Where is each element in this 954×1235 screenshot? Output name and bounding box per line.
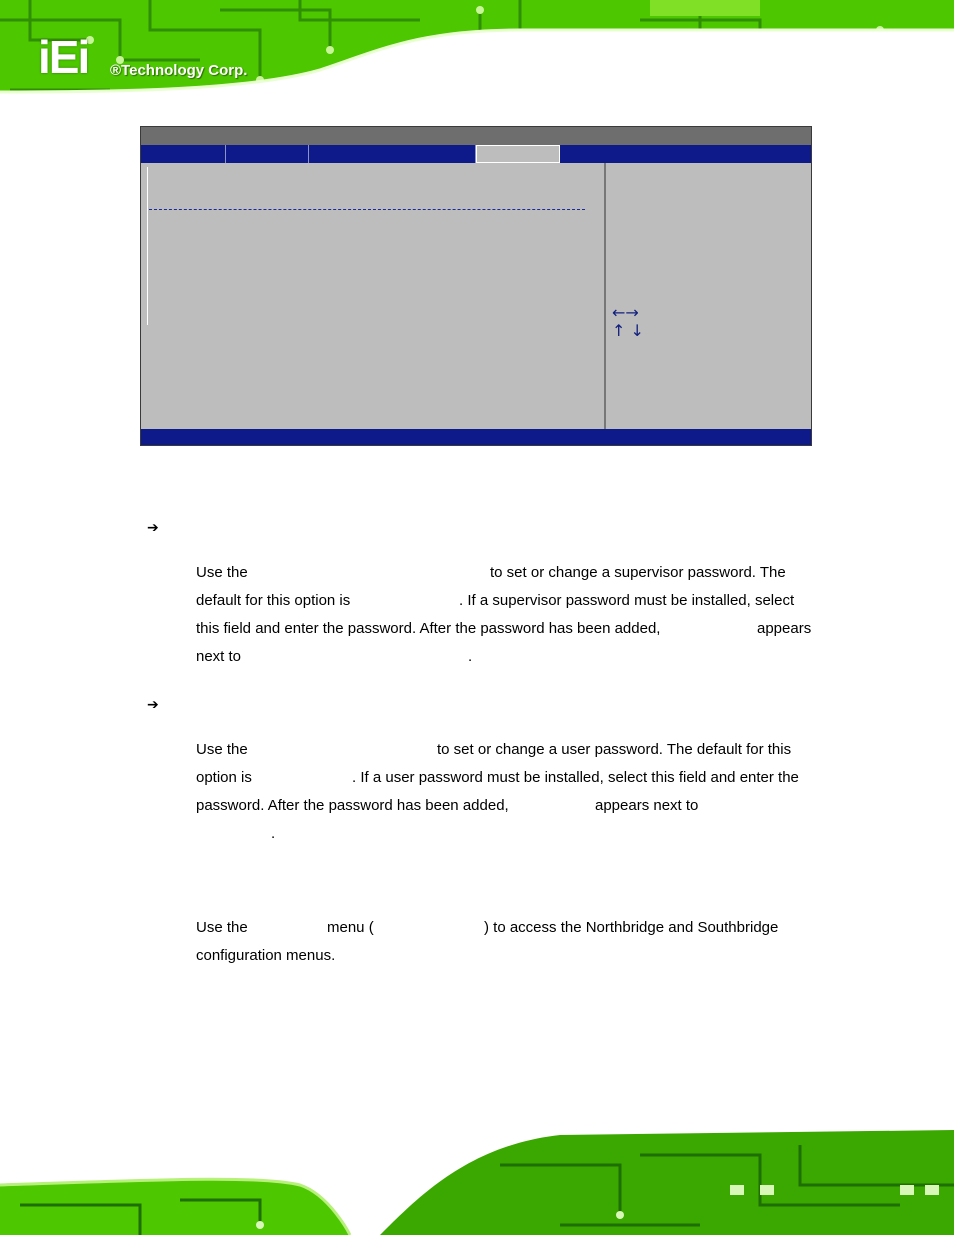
text: . [271, 825, 276, 842]
text: next to [196, 648, 242, 665]
footer-banner [0, 1125, 954, 1235]
text: ) to access the Northbridge and Southbridge [484, 919, 779, 936]
text: . If a user password must be installed, select this field and enter the [352, 769, 799, 786]
bios-tab-active [476, 145, 560, 163]
text: appears [757, 620, 812, 637]
bios-tab-3 [309, 145, 476, 163]
text: option is [196, 769, 252, 786]
bios-help-panel [604, 163, 811, 429]
circuit-board-footer [0, 1125, 954, 1235]
text: default for this option is [196, 592, 351, 609]
iei-logo: iEi [38, 31, 89, 83]
bios-tab-1 [141, 145, 226, 163]
bios-tab-2 [226, 145, 309, 163]
bios-title-bar [141, 127, 811, 145]
text: Use the [196, 564, 248, 581]
text: Use the [196, 741, 248, 758]
bios-separator [149, 209, 585, 210]
bullet-arrow-icon: ➔ [147, 697, 159, 713]
left-right-arrows-icon: ←→ [612, 303, 639, 322]
text: menu ( [327, 919, 374, 936]
bios-main-panel [147, 167, 599, 429]
circuit-board-background [0, 0, 954, 112]
text: Use the [196, 919, 248, 936]
text: to set or change a user password. The default for this [437, 741, 792, 758]
text: appears next to [595, 797, 699, 814]
text: password. After the password has been added, [196, 797, 509, 814]
bios-status-bar [141, 429, 811, 445]
up-down-arrows-icon: ↑ ↓ [612, 321, 644, 340]
text: to set or change a supervisor password. The [490, 564, 786, 581]
company-name: ®Technology Corp. [110, 62, 248, 79]
text: . [468, 648, 473, 665]
user-password-paragraph [196, 736, 814, 848]
text: . If a supervisor password must be installed, select [459, 592, 795, 609]
bios-menu-bar [141, 145, 811, 163]
text: this field and enter the password. After the password has been added, [196, 620, 661, 637]
bios-screenshot [140, 126, 812, 446]
text: configuration menus. [196, 947, 336, 964]
header-banner [0, 0, 954, 112]
bios-panel-edge [147, 167, 148, 325]
supervisor-password-paragraph [196, 559, 814, 671]
chipset-paragraph [196, 914, 814, 970]
bullet-arrow-icon: ➔ [147, 520, 159, 536]
